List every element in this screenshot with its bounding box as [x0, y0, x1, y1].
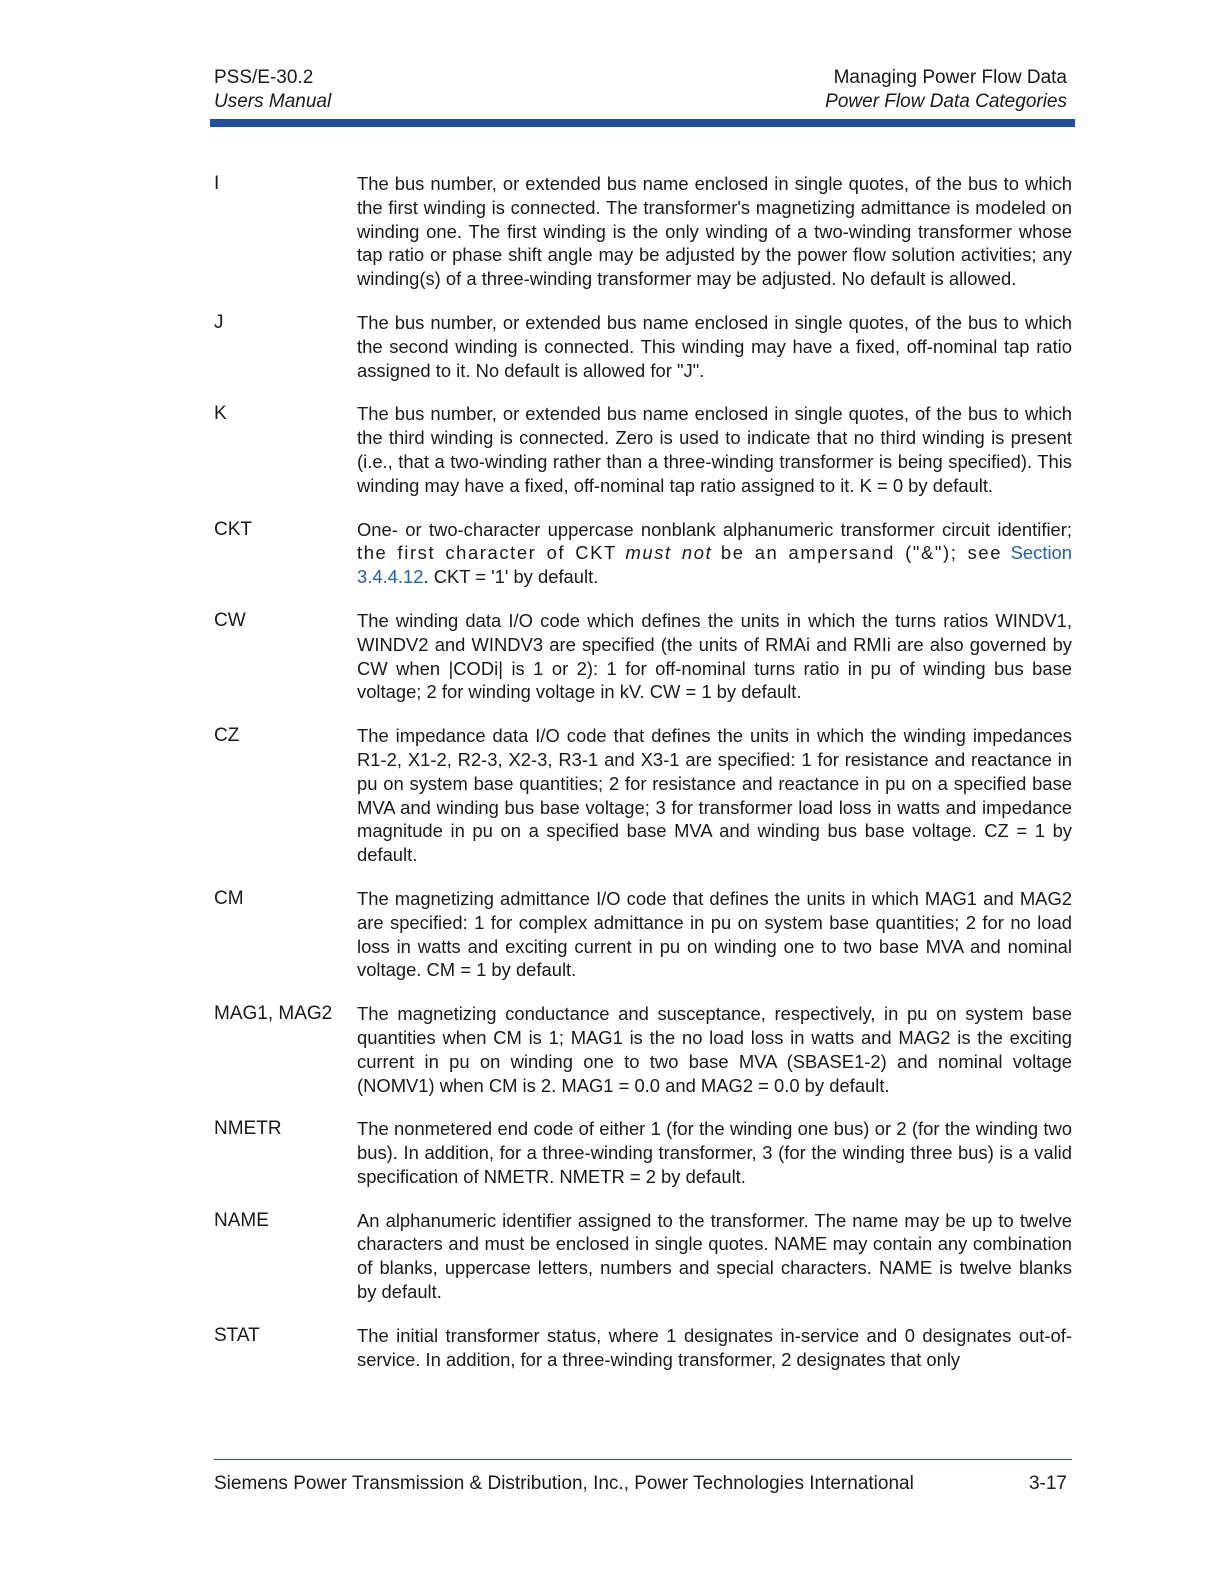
section-link[interactable]: Section 3.4.4.12 — [357, 542, 1072, 588]
description-part: the first character of CKT — [357, 542, 617, 564]
description-part: be an ampersand ("&"); see — [720, 542, 1003, 564]
term: J — [214, 311, 224, 333]
term: STAT — [214, 1324, 260, 1346]
description: The winding data I/O code which defines the units in which the turns ratios WINDV1, WINDV2 and WINDV3 are specified (the units of RMAi and RMIi are also governed by CW when |CODi| is 1 or 2): 1 for off-nominal turns ratio in pu of winding bus base voltage; 2 for winding voltage in kV. CW = 1 by default. — [357, 609, 1072, 703]
definition-entry-stat — [214, 1324, 1072, 1372]
term: CZ — [214, 725, 240, 747]
chapter-title: Managing Power Flow Data — [833, 67, 1067, 88]
term: CKT — [214, 518, 252, 540]
header-left — [214, 66, 331, 114]
description: The nonmetered end code of either 1 (for the winding one bus) or 2 (for the winding two bus). In addition, for a three-winding transformer, 3 (for the winding three bus) is a valid specification of NMETR. NMETR = 2 by default. — [357, 1118, 1072, 1187]
definition-entry-k — [214, 402, 1072, 497]
manual-name: Users Manual — [214, 91, 332, 112]
description: The magnetizing admittance I/O code that defines the units in which MAG1 and MAG2 are specified: 1 for complex admittance in pu on system base quantities; 2 for no load loss in watts and exciting current in pu on winding one to two base MVA and nominal voltage. CM = 1 by default. — [357, 887, 1072, 981]
term: CM — [214, 887, 244, 909]
definition-list — [214, 172, 1072, 1391]
product-name: PSS/E-30.2 — [214, 67, 314, 88]
description: The magnetizing conductance and susceptance, respectively, in pu on system base quantities when CM is 1; MAG1 is the no load loss in watts and MAG2 is the exciting current in pu on winding one to two base MVA (SBASE1-2) and nominal voltage (NOMV1) when CM is 2. MAG1 = 0.0 and MAG2 = 0.0 by default. — [357, 1003, 1072, 1096]
term: CW — [214, 609, 246, 631]
definition-entry-cw — [214, 609, 1072, 704]
description: The bus number, or extended bus name enclosed in single quotes, of the bus to which the third winding is connected. Zero is used to indicate that no third winding is present (i.e., that a two-winding rather than a three-winding transformer is being specified). This winding may have a fixed, off-nominal tap ratio assigned to it. K = 0 by default. — [357, 403, 1072, 496]
definition-entry-nmetr — [214, 1117, 1072, 1188]
description: The bus number, or extended bus name enclosed in single quotes, of the bus to which the first winding is connected. The transformer's magnetizing admittance is modeled on winding one. The first winding is the only winding of a two-winding transformer whose tap ratio or phase shift angle may be adjusted by the power flow solution activities; any winding(s) of a three-winding transformer may be adjusted. No default is allowed. — [357, 173, 1072, 290]
definition-entry-name — [214, 1209, 1072, 1304]
term: I — [214, 173, 220, 194]
description-part: . CKT = '1' by default. — [423, 566, 599, 588]
definition-entry-i — [214, 172, 1072, 291]
term: NMETR — [214, 1118, 282, 1140]
description: The bus number, or extended bus name enclosed in single quotes, of the bus to which the second winding is connected. This winding may have a fixed, off-nominal tap ratio assigned to it. No default is allowed for "J". — [357, 311, 1072, 381]
footer-rule — [214, 1459, 1072, 1460]
term: NAME — [214, 1209, 269, 1231]
header-rule — [210, 119, 1075, 127]
header-right — [825, 66, 1067, 114]
footer-company: Siemens Power Transmission & Distribution, Inc., Power Technologies International — [214, 1473, 914, 1494]
definition-entry-j — [214, 311, 1072, 382]
definition-entry-cm — [214, 887, 1072, 982]
definition-entry-cz — [214, 724, 1072, 867]
description — [357, 518, 1072, 589]
definition-entry-ckt — [214, 518, 1072, 589]
term: MAG1, MAG2 — [214, 1003, 333, 1025]
section-title: Power Flow Data Categories — [825, 91, 1067, 112]
term: K — [214, 403, 227, 425]
page-number: 3-17 — [1028, 1473, 1067, 1494]
description: The initial transformer status, where 1 designates in-service and 0 designates out-of-service. In addition, for a three-winding transformer, 2 designates that only — [357, 1324, 1072, 1370]
description-part: One- or two-character uppercase nonblank alphanumeric transformer circuit identifier; — [357, 518, 1072, 540]
definition-entry-mag — [214, 1002, 1072, 1097]
emphasis-text: must not — [625, 542, 713, 564]
description: The impedance data I/O code that defines the units in which the winding impedances R1-2, X1-2, R2-3, X2-3, R3-1 and X3-1 are specified: 1 for resistance and reactance in pu on system base quantities; 2 for resistance and reactance in pu on a specified base MVA and winding bus base voltage; 3 for transformer load loss in watts and impedance magnitude in pu on a specified base MVA and winding bus base voltage. CZ = 1 by default. — [357, 725, 1072, 866]
description: An alphanumeric identifier assigned to the transformer. The name may be up to twelve characters and must be enclosed in single quotes. NAME may contain any combination of blanks, uppercase letters, numbers and special characters. NAME is twelve blanks by default. — [357, 1209, 1072, 1303]
